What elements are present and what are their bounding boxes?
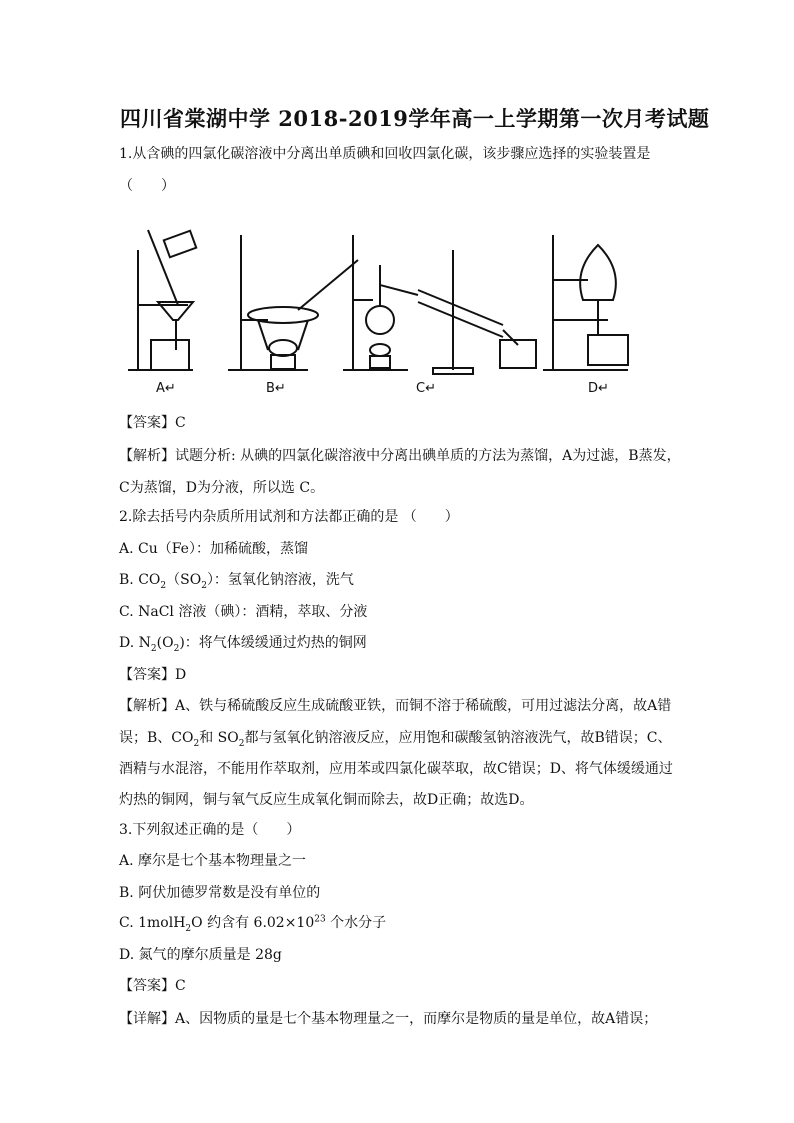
question-3-option-c: C. 1molH$_2$O 约含有 $6.02\times 10^{23}$ 个水分子 — [119, 914, 387, 934]
question-2-answer: 【答案】D — [119, 667, 187, 683]
question-1-stem: 1.从含碘的四氯化碳溶液中分离出单质碘和回收四氯化碳，该步骤应选择的实验装置是 — [119, 146, 651, 162]
figure-label-b: B↵ — [266, 381, 286, 396]
question-2-option-a: A. Cu（Fe）：加稀硫酸，蒸馏 — [119, 541, 308, 557]
figure-label-d: D↵ — [588, 381, 609, 396]
figure-label-c: C↵ — [416, 381, 436, 396]
question-1-analysis-line-2: C为蒸馏，D为分液，所以选 C。 — [119, 480, 325, 496]
question-3-answer: 【答案】C — [119, 978, 186, 994]
question-3-option-b: B. 阿伏加德罗常数是没有单位的 — [119, 885, 321, 901]
figure-label-a: A↵ — [156, 381, 176, 396]
page-title: 四川省棠湖中学 2018-2019学年高一上学期第一次月考试题 — [120, 106, 710, 131]
question-3-stem: 3.下列叙述正确的是（ ） — [119, 822, 301, 838]
question-2-stem: 2.除去括号内杂质所用试剂和方法都正确的是 （ ） — [119, 509, 459, 525]
question-2-analysis-line-3: 酒精与水混溶，不能用作萃取剂，应用苯或四氯化碳萃取，故C错误；D、将气体缓缓通过 — [119, 761, 673, 777]
question-3-option-d: D. 氮气的摩尔质量是 28g — [119, 947, 282, 963]
question-1-analysis-line-1: 【解析】试题分析: 从碘的四氯化碳溶液中分离出碘单质的方法为蒸馏，A为过滤，B蒸发， — [119, 448, 681, 464]
apparatus-figure — [118, 210, 658, 400]
question-2-option-c: C. NaCl 溶液（碘）：酒精，萃取、分液 — [119, 604, 368, 620]
question-1-paren: （ ） — [119, 178, 175, 194]
question-3-option-a: A. 摩尔是七个基本物理量之一 — [119, 853, 307, 869]
question-2-analysis-line-4: 灼热的铜网，铜与氧气反应生成氧化铜而除去，故D正确；故选D。 — [119, 792, 534, 808]
question-1-answer: 【答案】C — [119, 415, 186, 431]
question-2-option-b: B. $CO_2(SO_2)$：氢氧化钠溶液，洗气 — [119, 572, 354, 591]
question-2-option-d: D. $N_2(O_2)$：将气体缓缓通过灼热的铜网 — [119, 635, 367, 654]
question-3-detail-line-1: 【详解】A、因物质的量是七个基本物理量之一，而摩尔是物质的量是单位，故A错误； — [119, 1011, 658, 1027]
question-2-analysis-line-2: 误；B、$CO_2$和 $SO_2$都与氢氧化钠溶液反应，应用饱和碳酸氢钠溶液洗气，故B错误；C、 — [119, 730, 672, 749]
question-2-analysis-line-1: 【解析】A、铁与稀硫酸反应生成硫酸亚铁，而铜不溶于稀硫酸，可用过滤法分离，故A错 — [119, 698, 672, 714]
